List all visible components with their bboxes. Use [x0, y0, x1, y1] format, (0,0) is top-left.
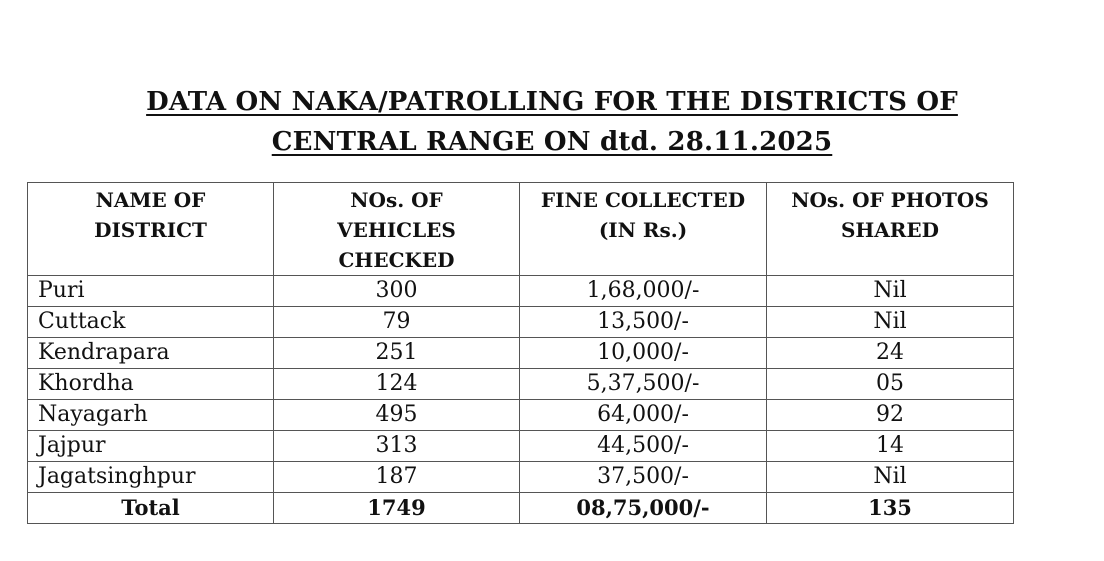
header-fine-line-1: FINE COLLECTED: [540, 188, 746, 212]
cell-photos: 05: [767, 369, 1014, 400]
total-vehicles: 1749: [274, 493, 520, 524]
table-header-row: [28, 183, 1014, 276]
cell-fine: 37,500/-: [520, 462, 767, 493]
cell-vehicles: 187: [274, 462, 520, 493]
cell-district: Khordha: [28, 369, 274, 400]
table-row: [28, 307, 1014, 338]
header-fine: [520, 183, 767, 276]
cell-vehicles: 495: [274, 400, 520, 431]
header-photos: [767, 183, 1014, 276]
header-photos-line-2: SHARED: [840, 218, 940, 242]
cell-district: Puri: [28, 276, 274, 307]
header-vehicles: [274, 183, 520, 276]
cell-fine: 64,000/-: [520, 400, 767, 431]
cell-district: Jagatsinghpur: [28, 462, 274, 493]
cell-vehicles: 124: [274, 369, 520, 400]
total-label: Total: [28, 493, 274, 524]
cell-photos: Nil: [767, 276, 1014, 307]
cell-district: Nayagarh: [28, 400, 274, 431]
table-row: [28, 462, 1014, 493]
cell-vehicles: 313: [274, 431, 520, 462]
cell-photos: 24: [767, 338, 1014, 369]
total-fine: 08,75,000/-: [520, 493, 767, 524]
cell-photos: Nil: [767, 307, 1014, 338]
cell-vehicles: 251: [274, 338, 520, 369]
header-district-line-2: DISTRICT: [94, 218, 207, 242]
title-line-1: DATA ON NAKA/PATROLLING FOR THE DISTRICTS OF: [146, 87, 958, 117]
header-district: [28, 183, 274, 276]
cell-fine: 13,500/-: [520, 307, 767, 338]
table-row: [28, 369, 1014, 400]
cell-district: Kendrapara: [28, 338, 274, 369]
cell-vehicles: 300: [274, 276, 520, 307]
cell-district: Cuttack: [28, 307, 274, 338]
cell-fine: 44,500/-: [520, 431, 767, 462]
cell-fine: 10,000/-: [520, 338, 767, 369]
header-photos-line-1: NOs. OF PHOTOS: [791, 188, 989, 212]
table-row: [28, 400, 1014, 431]
table-row: [28, 276, 1014, 307]
header-vehicles-line-2: VEHICLES: [337, 218, 456, 242]
title-line-2: CENTRAL RANGE ON dtd. 28.11.2025: [271, 127, 833, 157]
cell-district: Jajpur: [28, 431, 274, 462]
document-title: [0, 82, 1104, 162]
cell-vehicles: 79: [274, 307, 520, 338]
total-row: [28, 493, 1014, 524]
cell-photos: 92: [767, 400, 1014, 431]
cell-fine: 5,37,500/-: [520, 369, 767, 400]
cell-fine: 1,68,000/-: [520, 276, 767, 307]
naka-patrolling-table: [27, 182, 1014, 524]
header-fine-line-2: (IN Rs.): [598, 218, 688, 242]
header-district-line-1: NAME OF: [95, 188, 206, 212]
header-vehicles-line-3: CHECKED: [338, 248, 455, 272]
total-photos: 135: [767, 493, 1014, 524]
cell-photos: 14: [767, 431, 1014, 462]
header-vehicles-line-1: NOs. OF: [350, 188, 443, 212]
cell-photos: Nil: [767, 462, 1014, 493]
table-row: [28, 338, 1014, 369]
table-row: [28, 431, 1014, 462]
